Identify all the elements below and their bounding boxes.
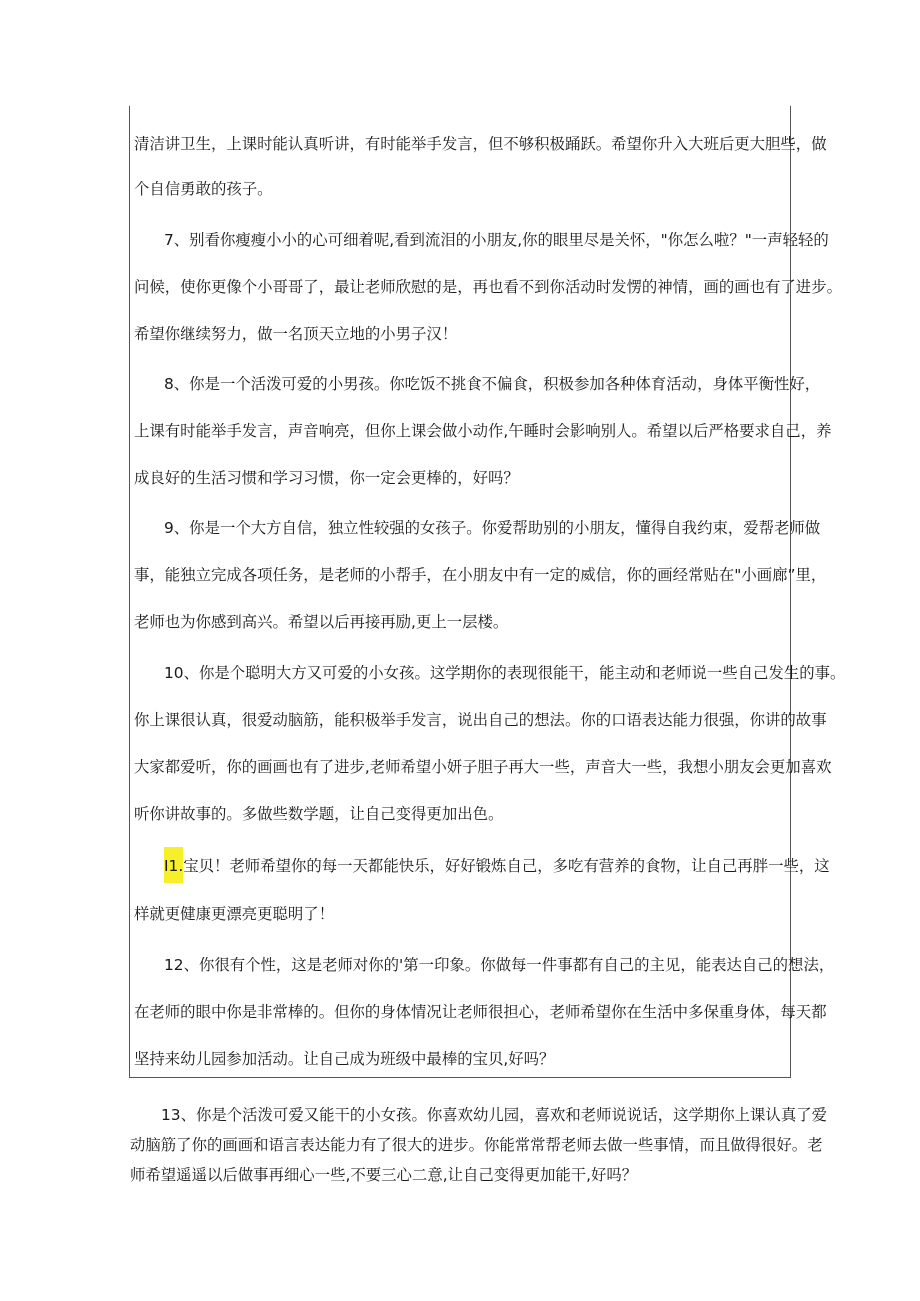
paragraph-line: 个自信勇敢的孩子。: [134, 180, 273, 198]
paragraph-line: 希望你继续努力，做一名顶天立地的小男子汉！: [134, 325, 458, 343]
paragraph-line: 事，能独立完成各项任务，是老师的小帮手，在小朋友中有一定的威信，你的画经常贴在"小画廊”里，: [134, 566, 827, 584]
paragraph-line: 13、你是个活泼可爱又能干的小女孩。你喜欢幼儿园，喜欢和老师说说话，这学期你上课认真了爱: [161, 1106, 827, 1124]
paragraph-line: 上课有时能举手发言，声音响亮，但你上课会做小动作,午睡时会影响别人。希望以后严格要求自己，养: [134, 422, 832, 440]
paragraph-line: 问候，使你更像个小哥哥了，最让老师欣慰的是，再也看不到你活动时发愣的神情，画的画也有了进步。: [134, 278, 842, 296]
paragraph-line: 清洁讲卫生，上课时能认真听讲，有时能举手发言，但不够积极踊跃。希望你升入大班后更大胆些，做: [134, 135, 827, 153]
paragraph-line: 8、你是一个活泼可爱的小男孩。你吃饭不挑食不偏食，积极参加各种体育活动，身体平衡性好，: [164, 375, 821, 393]
paragraph-text: 宝贝！老师希望你的每一天都能快乐，好好锻炼自己，多吃有营养的食物，让自己再胖一些，这: [183, 857, 830, 875]
paragraph-line: 样就更健康更漂亮更聪明了！: [134, 905, 335, 923]
paragraph-line: 10、你是个聪明大方又可爱的小女孩。这学期你的表现很能干，能主动和老师说一些自己发生的事。: [164, 664, 846, 682]
table-frame: [129, 106, 791, 1078]
paragraph-line: 成良好的生活习惯和学习习惯，你一定会更棒的，好吗？: [134, 469, 519, 487]
paragraph-line: 在老师的眼中你是非常棒的。但你的身体情况让老师很担心，老师希望你在生活中多保重身体，每天都: [134, 1003, 827, 1021]
paragraph-line: 7、别看你瘦瘦小小的心可细着呢,看到流泪的小朋友,你的眼里尽是关怀，"你怎么啦？"一声轻轻的: [164, 231, 829, 249]
paragraph-line: 12、你很有个性，这是老师对你的'第一印象。你做每一件事都有自己的主见，能表达自己的想法，: [164, 956, 835, 974]
paragraph-line: [164, 854, 830, 876]
paragraph-line: 坚持来幼儿园参加活动。让自己成为班级中最棒的宝贝,好吗？: [134, 1050, 555, 1068]
paragraph-line: 听你讲故事的。多做些数学题，让自己变得更加出色。: [134, 805, 504, 823]
paragraph-line: 老师也为你感到高兴。希望以后再接再励,更上一层楼。: [134, 613, 509, 631]
paragraph-line: 师希望遥遥以后做事再细心一些,不要三心二意,让自己变得更加能干,好吗？: [130, 1166, 638, 1184]
paragraph-line: 大家都爱听，你的画画也有了进步,老师希望小妍子胆子再大一些，声音大一些，我想小朋友会更加喜欢: [134, 758, 832, 776]
paragraph-line: 动脑筋了你的画画和语言表达能力有了很大的进步。你能常常帮老师去做一些事情，而且做得很好。老: [130, 1136, 823, 1154]
paragraph-line: 9、你是一个大方自信，独立性较强的女孩子。你爱帮助别的小朋友，懂得自我约束，爱帮老师做: [164, 519, 821, 537]
paragraph-line: 你上课很认真，很爱动脑筋，能积极举手发言，说出自己的想法。你的口语表达能力很强，你讲的故事: [134, 711, 827, 729]
highlight-marker: I1.: [164, 847, 183, 883]
